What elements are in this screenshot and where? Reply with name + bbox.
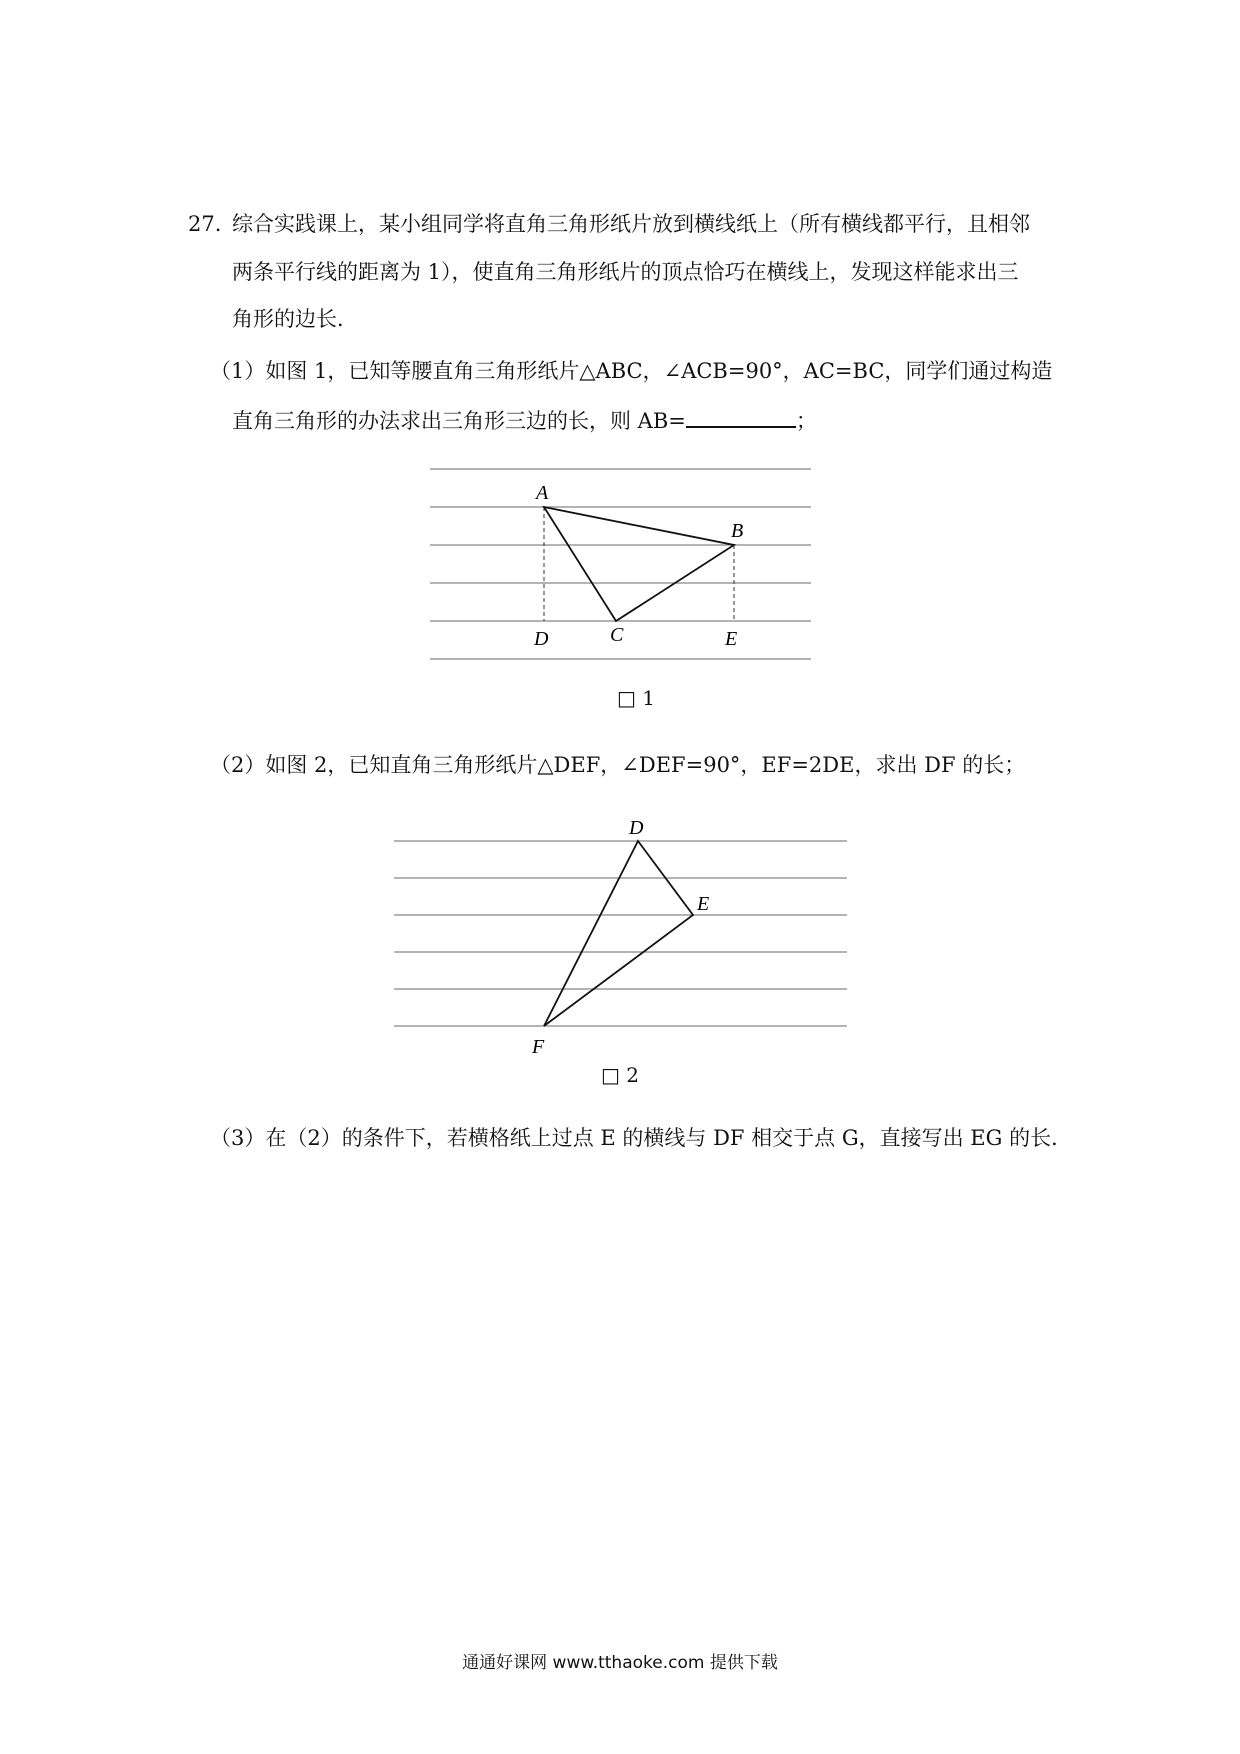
label-e: E: [725, 628, 738, 650]
answer-blank[interactable]: [686, 404, 796, 428]
part1-line-1: （1）如图 1，已知等腰直角三角形纸片△ABC，∠ACB=90°，AC=BC，同学们通过构造: [210, 359, 1053, 383]
figure-2-caption: □ 2: [601, 1063, 639, 1087]
question-number: 27.: [188, 212, 222, 236]
part1-line-2-suffix: ；: [795, 409, 817, 433]
triangle-abc: [544, 507, 734, 621]
intro-line-3: 角形的边长．: [232, 307, 358, 331]
triangle-def: [544, 841, 693, 1026]
label-c: C: [610, 624, 624, 646]
label-b: B: [731, 520, 744, 542]
part1-line-2-prefix: 直角三角形的办法求出三角形三边的长，则 AB=: [232, 409, 686, 433]
footer: 通通好课网 www.tthaoke.com 提供下载: [462, 1653, 778, 1673]
part3-line: （3）在（2）的条件下，若横格纸上过点 E 的横线与 DF 相交于点 G，直接写出 EG 的长．: [210, 1126, 1073, 1150]
figure-1: [420, 460, 820, 690]
figure-2: [390, 810, 860, 1060]
label-f: F: [532, 1036, 545, 1058]
intro-line-2: 两条平行线的距离为 1），使直角三角形纸片的顶点恰巧在横线上，发现这样能求出三: [232, 260, 1019, 284]
part1-line-2: [232, 404, 817, 436]
label-a: A: [536, 482, 549, 504]
figure-1-caption: □ 1: [617, 686, 655, 710]
label-e: E: [697, 893, 710, 915]
part2-line: （2）如图 2，已知直角三角形纸片△DEF，∠DEF=90°，EF=2DE，求出 DF 的长；: [210, 753, 1026, 777]
label-d: D: [534, 628, 549, 650]
intro-line-1: 综合实践课上，某小组同学将直角三角形纸片放到横线纸上（所有横线都平行，且相邻: [232, 212, 1030, 236]
label-d: D: [629, 817, 644, 839]
